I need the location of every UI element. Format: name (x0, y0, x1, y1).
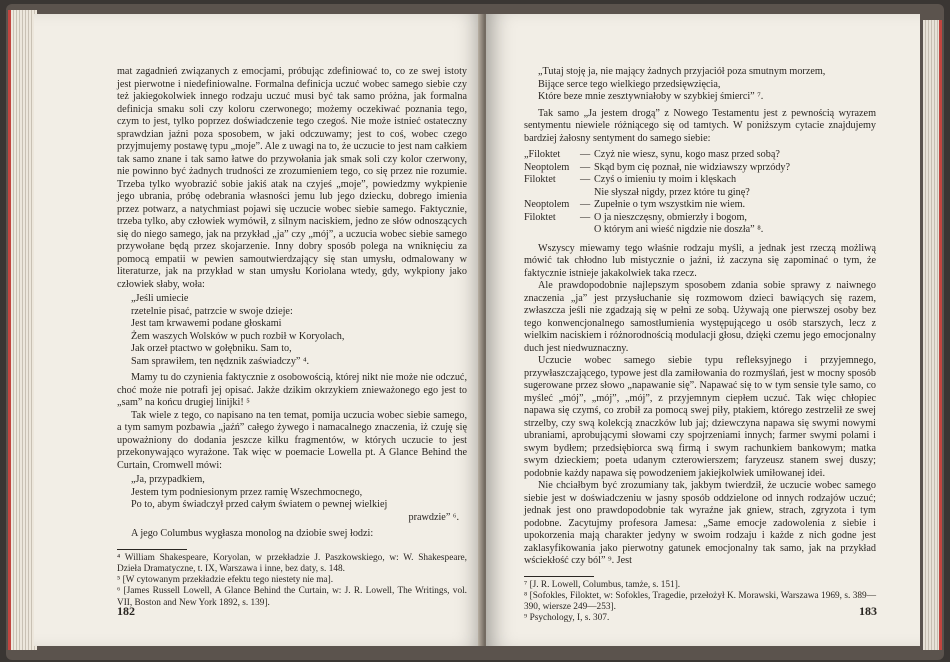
line-text: O którym ani wieść nigdzie nie doszła” ⁸. (594, 224, 764, 235)
dialogue-line (524, 162, 876, 175)
dialogue-line (524, 199, 876, 212)
footnote-rule (524, 576, 594, 577)
line-text: O ja nieszczęsny, obmierzły i bogom, (594, 211, 747, 223)
right-page (486, 14, 920, 646)
footnote-rule (117, 549, 187, 550)
verse-line: Bijące serce tego wielkiego przedsięwzięcia, (538, 78, 721, 90)
verse-quote (131, 474, 467, 524)
verse-quote (538, 66, 876, 104)
right-text-column (524, 66, 876, 625)
page-edges-right (923, 20, 942, 650)
verse-line: „Ja, przypadkiem, (131, 474, 205, 485)
dash: — (580, 174, 591, 185)
verse-line: „Tutaj stoję ja, nie mający żadnych przyjaciół poza smutnym morzem, (538, 66, 826, 77)
verse-line: „Jeśli umiecie (131, 293, 189, 304)
verse-line: prawdzie” ⁶. (408, 511, 459, 523)
paragraph: mat zagadnień związanych z emocjami, próbując zdefiniować to, co ze swej istoty jest pierwotne i niedefiniowalne. Formalna definicja uczuć wobec samego siebie czy też jakiegokolwiek innego rodzaju uczuć musi być tak samo próżna, jak formalna definicja smaku soli czy koloru czerwonego; możemy oczekiwać poznania tego, czym to jest, tylko poprzez doświadczenie tego czegoś. Nie może istnieć ostateczny sprawdzian jaźni poza sposobem, w jaki odczuwamy; jest to coś, wobec czego przyjmujemy postawę typu „moje”. Ale z uwagi na to, że uczucie to jest nam całkiem tak samo znane i tak samo łatwe do przywołania jak smak soli czy kolor czerwony, nie powinno być żadnych trudności ze zrozumieniem tego, co się przez nie rozumie. Trzeba tylko wyobrazić sobie jakiś atak na czyjeś „moje”, powiedzmy wykpienie jego ubrania, próbę odebrania własności jemu lub jego dziecku, dobrego imienia przez potwarz, a natychmiast pojawi się uczucie wobec siebie samego. Faktycznie, trzeba tylko, aby człowiek wymówił, z silnym naciskiem, jedno ze słów odnoszących się do niego samego, jak na przykład „ja” czy „mój”, a uczucia wobec siebie samego przywołane będą przez skojarzenie. Inny dobry sposób polega na wniknięciu za pomocą empatii w pewien samoutwierdzający się stan umysłu, odmalowany w literaturze, jak na przykład w stan umysłu Koriolana wtedy, gdy, wykpiony jako człowiek słaby, woła: (117, 66, 467, 290)
left-text-column (117, 66, 467, 609)
line-text: Skąd bym cię poznał, nie widziawszy wprzódy? (594, 161, 791, 173)
dialogue-line (524, 187, 876, 200)
verse-line: rzetelnie pisać, patrzcie w swoje dzieje: (131, 305, 293, 317)
dash: — (580, 161, 591, 173)
paragraph: Tak samo „Ja jestem drogą” z Nowego Testamentu jest z pewnością wyrazem sentymentu niewiele różniącego się od tamtych. W poniższym cytacie znajdujemy bardziej żałosny sentyment do samego siebie: (524, 107, 876, 144)
verse-line: Które beze mnie zesztywniałoby w szybkiej śmierci” ⁷. (538, 91, 764, 102)
footnote: ⁵ [W cytowanym przekładzie efektu tego niestety nie ma]. (117, 575, 334, 586)
dialogue-line (524, 224, 876, 237)
verse-line: Jestem tym podniesionym przez ramię Wszechmocnego, (131, 486, 363, 498)
speaker: Neoptolem (524, 161, 570, 173)
left-page (34, 14, 484, 646)
footnote: ⁶ [James Russell Lowell, A Glance Behind the Curtain, w: J. R. Lowell, The Writings, vol. VII, Boston and New York 1892, s. 139]. (117, 586, 467, 608)
speaker: Filoktet (524, 174, 556, 185)
speaker: Filoktet (524, 211, 556, 223)
dialogue-line (524, 212, 876, 225)
speaker (524, 187, 580, 200)
paragraph: Mamy tu do czynienia faktycznie z osobowością, której nikt nie może nie odczuć, choć może nie potrafi jej opisać. Jakże dzikim okrzykiem znieważonego ego jest to „sam” na końcu drugiej linijki! ⁵ (117, 372, 467, 408)
page-edges-left (8, 10, 37, 650)
footnote: ⁴ William Shakespeare, Koryolan, w przekładzie J. Paszkowskiego, w: W. Shakespeare, Dzieła Dramatyczne, t. IX, Warszawa i inne, bez daty, s. 148. (117, 552, 467, 574)
speaker (524, 224, 580, 237)
dialogue-quote (524, 149, 876, 237)
verse-line: Po to, abym świadczył przed całym światem o pewnej wielkiej (131, 499, 388, 510)
footnote: ⁷ [J. R. Lowell, Columbus, tamże, s. 151]. (524, 579, 681, 590)
line-text: Czyż nie wiesz, synu, kogo masz przed sobą? (594, 149, 780, 160)
paragraph: Tak wiele z tego, co napisano na ten temat, pomija uczucia wobec siebie samego, a tym samym pozbawia „jaźń” całego żywego i namacalnego znaczenia, iż czuję się upoważniony do dodania jeszcze kilku fragmentów, w których uczucie to jest przekonywająco wyrażone. Tak więc w poemacie Lowella pt. A Glance Behind the Curtain, Cromwell mówi: (117, 409, 467, 471)
verse-line: Sam sprawiłem, ten nędznik zaświadczy” ⁴. (131, 355, 310, 367)
dash: — (580, 211, 591, 223)
paragraph: Wszyscy miewamy tego właśnie rodzaju myśli, a jednak jest rzeczą możliwą mówić tak chłodno lub mistycznie o jaźni, iż zaczyna się zapominać o tym, że faktycznie istnieje jakakolwiek taka rzecz. (524, 242, 876, 279)
paragraph: A jego Columbus wygłasza monolog na dziobie swej łodzi: (131, 528, 374, 539)
paragraph: Uczucie wobec samego siebie typu refleksyjnego i przyjemnego, przywłaszczającego, typowe jest dla zamiłowania do rozmyślań, jest w mocny sposób sugerowane przez słowo „napawanie się”. Napawać się to w tym sensie tyle samo, co myśleć „mój”, „mój”, „mój”, z przyjemnym ciepłem uczuć. Tak więc chłopiec napawa się czymś, co zrobił za pomocą swej piły, ptakiem, którego zestrzelił ze swej strzelby, czy swą kolekcją znaczków lub jaj; dziewczyna napawa się swymi nowymi ubraniami, aprobującymi słowami czy spojrzeniami innych; farmer swymi polami i swym bydłem; przedsiębiorca swą firmą i swym rachunkiem bankowym; matka swym dzieckiem; poeta udanym czterowierszem; faryzeusz stanem swej duszy; podobnie każdy napawa się powodzeniem jakiejkolwiek umiłowanej idei. (524, 355, 876, 479)
page-number: 182 (117, 604, 135, 618)
paragraph: Ale prawdopodobnie najlepszym sposobem zdania sobie sprawy z naiwnego znaczenia „ja” jest przysłuchanie się rozmowom dzieci bawiących się razem, zwłaszcza jeśli nie zgadzają się w pełni ze sobą. Używają one pierwszej osoby bez tego konwencjonalnego samostłumienia występującego u osób starszych, lecz z wielkim naciskiem i różnorodnością modulacji głosu, dzięki czemu jego emocjonalny duch jest niedwuznaczny. (524, 280, 876, 354)
line-text: Nie słyszał nigdy, przez które tu ginę? (594, 186, 750, 198)
verse-quote (131, 293, 467, 368)
speaker: Neoptolem (524, 199, 570, 210)
verse-line: Jest tam krwawemi podane głoskami (131, 318, 282, 329)
line-text: Zupełnie o tym wszystkim nie wiem. (594, 199, 746, 210)
line-text: Czyś o imieniu ty moim i klęskach (594, 174, 737, 185)
dialogue-line (524, 174, 876, 187)
speaker: „Filoktet (524, 149, 561, 160)
dash: — (580, 199, 591, 210)
page-number: 183 (859, 604, 877, 618)
dash (580, 187, 594, 200)
dialogue-line (524, 149, 876, 162)
verse-line: Jak orzeł ptactwo w gołębniku. Sam to, (131, 343, 292, 354)
footnote: ⁹ Psychology, I, s. 307. (524, 613, 610, 624)
verse-line: Żem waszych Wolsków w puch rozbił w Koryolach, (131, 330, 345, 342)
footnote: ⁸ [Sofokles, Filoktet, w: Sofokles, Tragedie, przełożył K. Morawski, Warszawa 1969, s. 389—390, wiersze 249—253]. (524, 590, 876, 613)
dash: — (580, 149, 591, 160)
paragraph: Nie chciałbym być zrozumiany tak, jakbym twierdził, że uczucie wobec samego siebie jest w doświadczeniu w jasny sposób oddzielone od innych rodzajów uczuć; jednak jest ono prawdopodobnie tak wyraźne jak gniew, strach, zgryzota i tym podobne. Zacytujmy profesora Jamesa: „Same emocje zadowolenia z siebie i upokorzenia mają charakter jedyny w swoim rodzaju i każde z nich godne jest zaklasyfikowania jako pierwotny gatunek emocjonalny tak samo, jak na przykład wściekłość czy ból” ⁹. Jest (524, 480, 876, 566)
dash (580, 224, 594, 237)
